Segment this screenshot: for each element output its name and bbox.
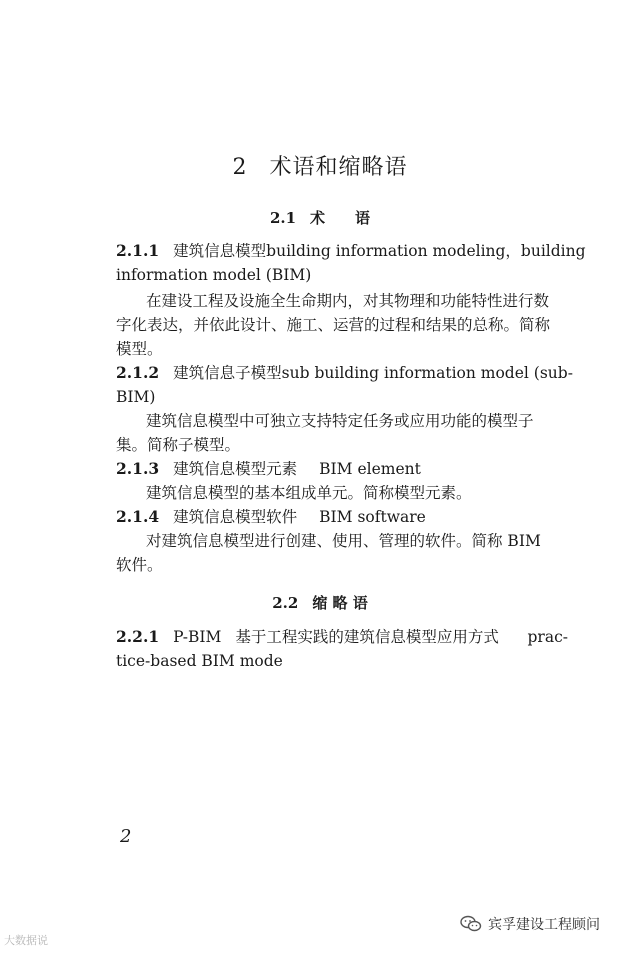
entry-english: prac- bbox=[527, 628, 568, 646]
entry-2-2-1-heading bbox=[116, 626, 568, 648]
section-title-2-2: 2.2 缩 略 语 bbox=[272, 594, 368, 612]
entry-definition-line: 集。简称子模型。 bbox=[116, 436, 241, 454]
entry-number: 2.1.2 bbox=[116, 363, 160, 382]
chapter-title-text: 术语和缩略语 bbox=[269, 155, 408, 180]
entry-2-1-2-heading bbox=[116, 362, 573, 384]
entry-definition-line: 对建筑信息模型进行创建、使用、管理的软件。简称 BIM bbox=[146, 532, 541, 550]
entry-english-cont: BIM) bbox=[116, 388, 156, 406]
entry-term: P-BIM bbox=[173, 628, 222, 646]
entry-number: 2.1.1 bbox=[116, 241, 160, 260]
entry-definition-inline: 基于工程实践的建筑信息模型应用方式 bbox=[235, 628, 499, 646]
entry-definition-line: 软件。 bbox=[116, 556, 163, 574]
entry-definition-line: 建筑信息模型中可独立支持特定任务或应用功能的模型子 bbox=[146, 412, 534, 430]
account-watermark bbox=[460, 914, 600, 934]
entry-term: 建筑信息子模型 bbox=[173, 364, 282, 382]
entry-english: BIM element bbox=[319, 460, 421, 478]
entry-english: building information modeling，building bbox=[266, 242, 586, 260]
entry-definition-line: 模型。 bbox=[116, 340, 163, 358]
entry-2-1-4-heading bbox=[116, 506, 568, 528]
entry-number: 2.2.1 bbox=[116, 627, 160, 646]
entry-definition-line: 在建设工程及设施全生命期内，对其物理和功能特性进行数 bbox=[146, 292, 550, 310]
chapter-title bbox=[0, 150, 640, 181]
entry-number: 2.1.3 bbox=[116, 459, 160, 478]
chapter-number: 2 bbox=[232, 155, 248, 180]
wechat-icon bbox=[460, 915, 482, 933]
entry-definition-line: 字化表达，并依此设计、施工、运营的过程和结果的总称。简称 bbox=[116, 316, 551, 334]
entry-definition-line: 建筑信息模型的基本组成单元。简称模型元素。 bbox=[146, 484, 472, 502]
section-title-2-1: 2.1 术 语 bbox=[269, 209, 371, 227]
watermark-text: 大数据说 bbox=[4, 934, 48, 947]
entry-number: 2.1.4 bbox=[116, 507, 160, 526]
entry-2-1-1-heading bbox=[116, 240, 586, 262]
watermark-left bbox=[4, 932, 48, 948]
account-name: 宾孚建设工程顾问 bbox=[488, 917, 600, 933]
page-number: 2 bbox=[120, 826, 132, 847]
entry-term: 建筑信息模型元素 bbox=[173, 460, 298, 478]
entry-english: sub building information model (sub- bbox=[281, 364, 573, 382]
entry-english-cont: tice-based BIM mode bbox=[116, 652, 283, 670]
entry-english-cont: information model (BIM) bbox=[116, 266, 312, 284]
entry-term: 建筑信息模型 bbox=[173, 242, 267, 260]
entry-term: 建筑信息模型软件 bbox=[173, 508, 298, 526]
entry-english: BIM software bbox=[319, 508, 426, 526]
entry-2-1-3-heading bbox=[116, 458, 568, 480]
